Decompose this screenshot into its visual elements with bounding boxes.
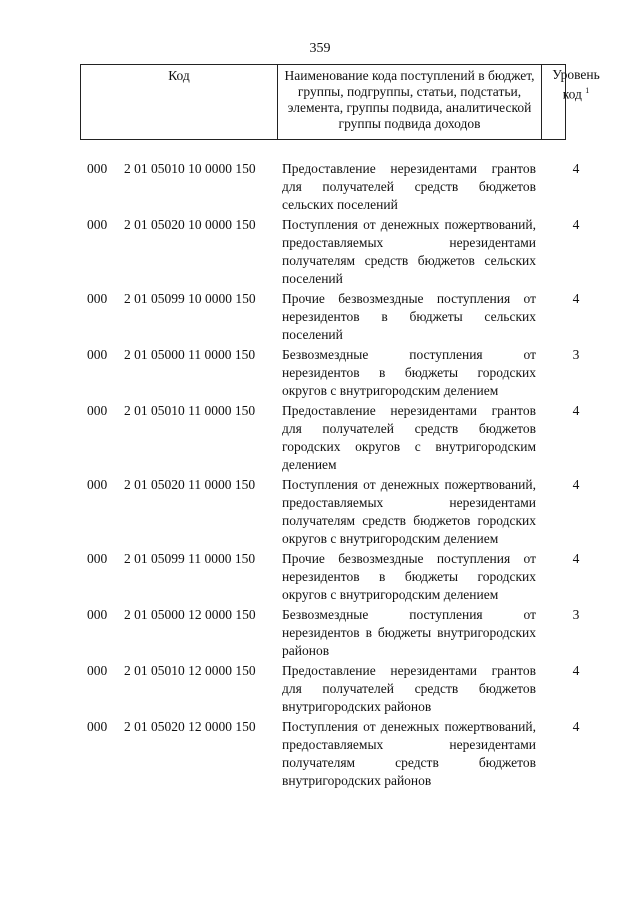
table-row (0, 476, 640, 548)
row-level: 3 (572, 607, 580, 622)
row-name: Прочие безвозмездные поступления от нерезидентов в бюджеты сельских поселений (282, 291, 536, 342)
table-row (0, 346, 640, 400)
row-name: Поступления от денежных пожертвований, предоставляемых нерезидентами получателям средств бюджетов сельских поселений (282, 217, 536, 286)
row-prefix: 000 (87, 161, 108, 176)
row-level: 3 (572, 347, 580, 362)
row-code: 2 01 05099 11 0000 150 (124, 551, 256, 566)
row-code: 2 01 05010 11 0000 150 (124, 403, 256, 418)
table-row (0, 606, 640, 660)
header-name: Наименование кода поступлений в бюджет, группы, подгруппы, статьи, подстатьи, элемента, группы подвида, аналитической группы подвида доходов (278, 65, 542, 139)
row-prefix: 000 (87, 291, 108, 306)
row-prefix: 000 (87, 551, 108, 566)
table-row (0, 216, 640, 288)
row-prefix: 000 (87, 477, 108, 492)
page-number: 359 (309, 41, 331, 56)
table-row (0, 290, 640, 344)
header-level (541, 67, 611, 103)
row-name: Предоставление нерезидентами грантов для получателей средств бюджетов городских округов с внутригородским делением (282, 403, 536, 472)
header-level-label: Уровень код (552, 67, 600, 102)
table-row (0, 662, 640, 716)
row-code: 2 01 05000 12 0000 150 (124, 607, 256, 622)
header-code: Код (81, 65, 278, 139)
row-level: 4 (572, 719, 580, 734)
row-prefix: 000 (87, 607, 108, 622)
row-name: Прочие безвозмездные поступления от нерезидентов в бюджеты городских округов с внутригородским делением (282, 551, 536, 602)
row-name: Поступления от денежных пожертвований, предоставляемых нерезидентами получателям средств бюджетов городских округов с внутригородским делением (282, 477, 536, 546)
row-prefix: 000 (87, 217, 108, 232)
row-prefix: 000 (87, 663, 108, 678)
table-row (0, 160, 640, 214)
row-level: 4 (572, 477, 580, 492)
row-prefix: 000 (87, 347, 108, 362)
row-code: 2 01 05010 12 0000 150 (124, 663, 256, 678)
table-header (80, 64, 566, 140)
header-level-footnote: 1 (585, 86, 590, 95)
row-code: 2 01 05020 10 0000 150 (124, 217, 256, 232)
row-code: 2 01 05099 10 0000 150 (124, 291, 256, 306)
row-name: Безвозмездные поступления от нерезидентов в бюджеты внутригородских районов (282, 607, 536, 658)
row-level: 4 (572, 663, 580, 678)
row-code: 2 01 05010 10 0000 150 (124, 161, 256, 176)
row-level: 4 (572, 217, 580, 232)
row-code: 2 01 05020 11 0000 150 (124, 477, 256, 492)
row-level: 4 (572, 551, 580, 566)
row-name: Предоставление нерезидентами грантов для получателей средств бюджетов сельских поселений (282, 161, 536, 212)
row-level: 4 (572, 291, 580, 306)
row-prefix: 000 (87, 403, 108, 418)
row-prefix: 000 (87, 719, 108, 734)
table-row (0, 718, 640, 790)
table-row (0, 550, 640, 604)
row-name: Безвозмездные поступления от нерезидентов в бюджеты городских округов с внутригородским делением (282, 347, 536, 398)
table-body (0, 160, 640, 792)
row-code: 2 01 05000 11 0000 150 (124, 347, 256, 362)
row-name: Поступления от денежных пожертвований, предоставляемых нерезидентами получателям средств бюджетов внутригородских районов (282, 719, 536, 788)
row-level: 4 (572, 161, 580, 176)
row-name: Предоставление нерезидентами грантов для получателей средств бюджетов внутригородских районов (282, 663, 536, 714)
table-row (0, 402, 640, 474)
row-level: 4 (572, 403, 580, 418)
row-code: 2 01 05020 12 0000 150 (124, 719, 256, 734)
